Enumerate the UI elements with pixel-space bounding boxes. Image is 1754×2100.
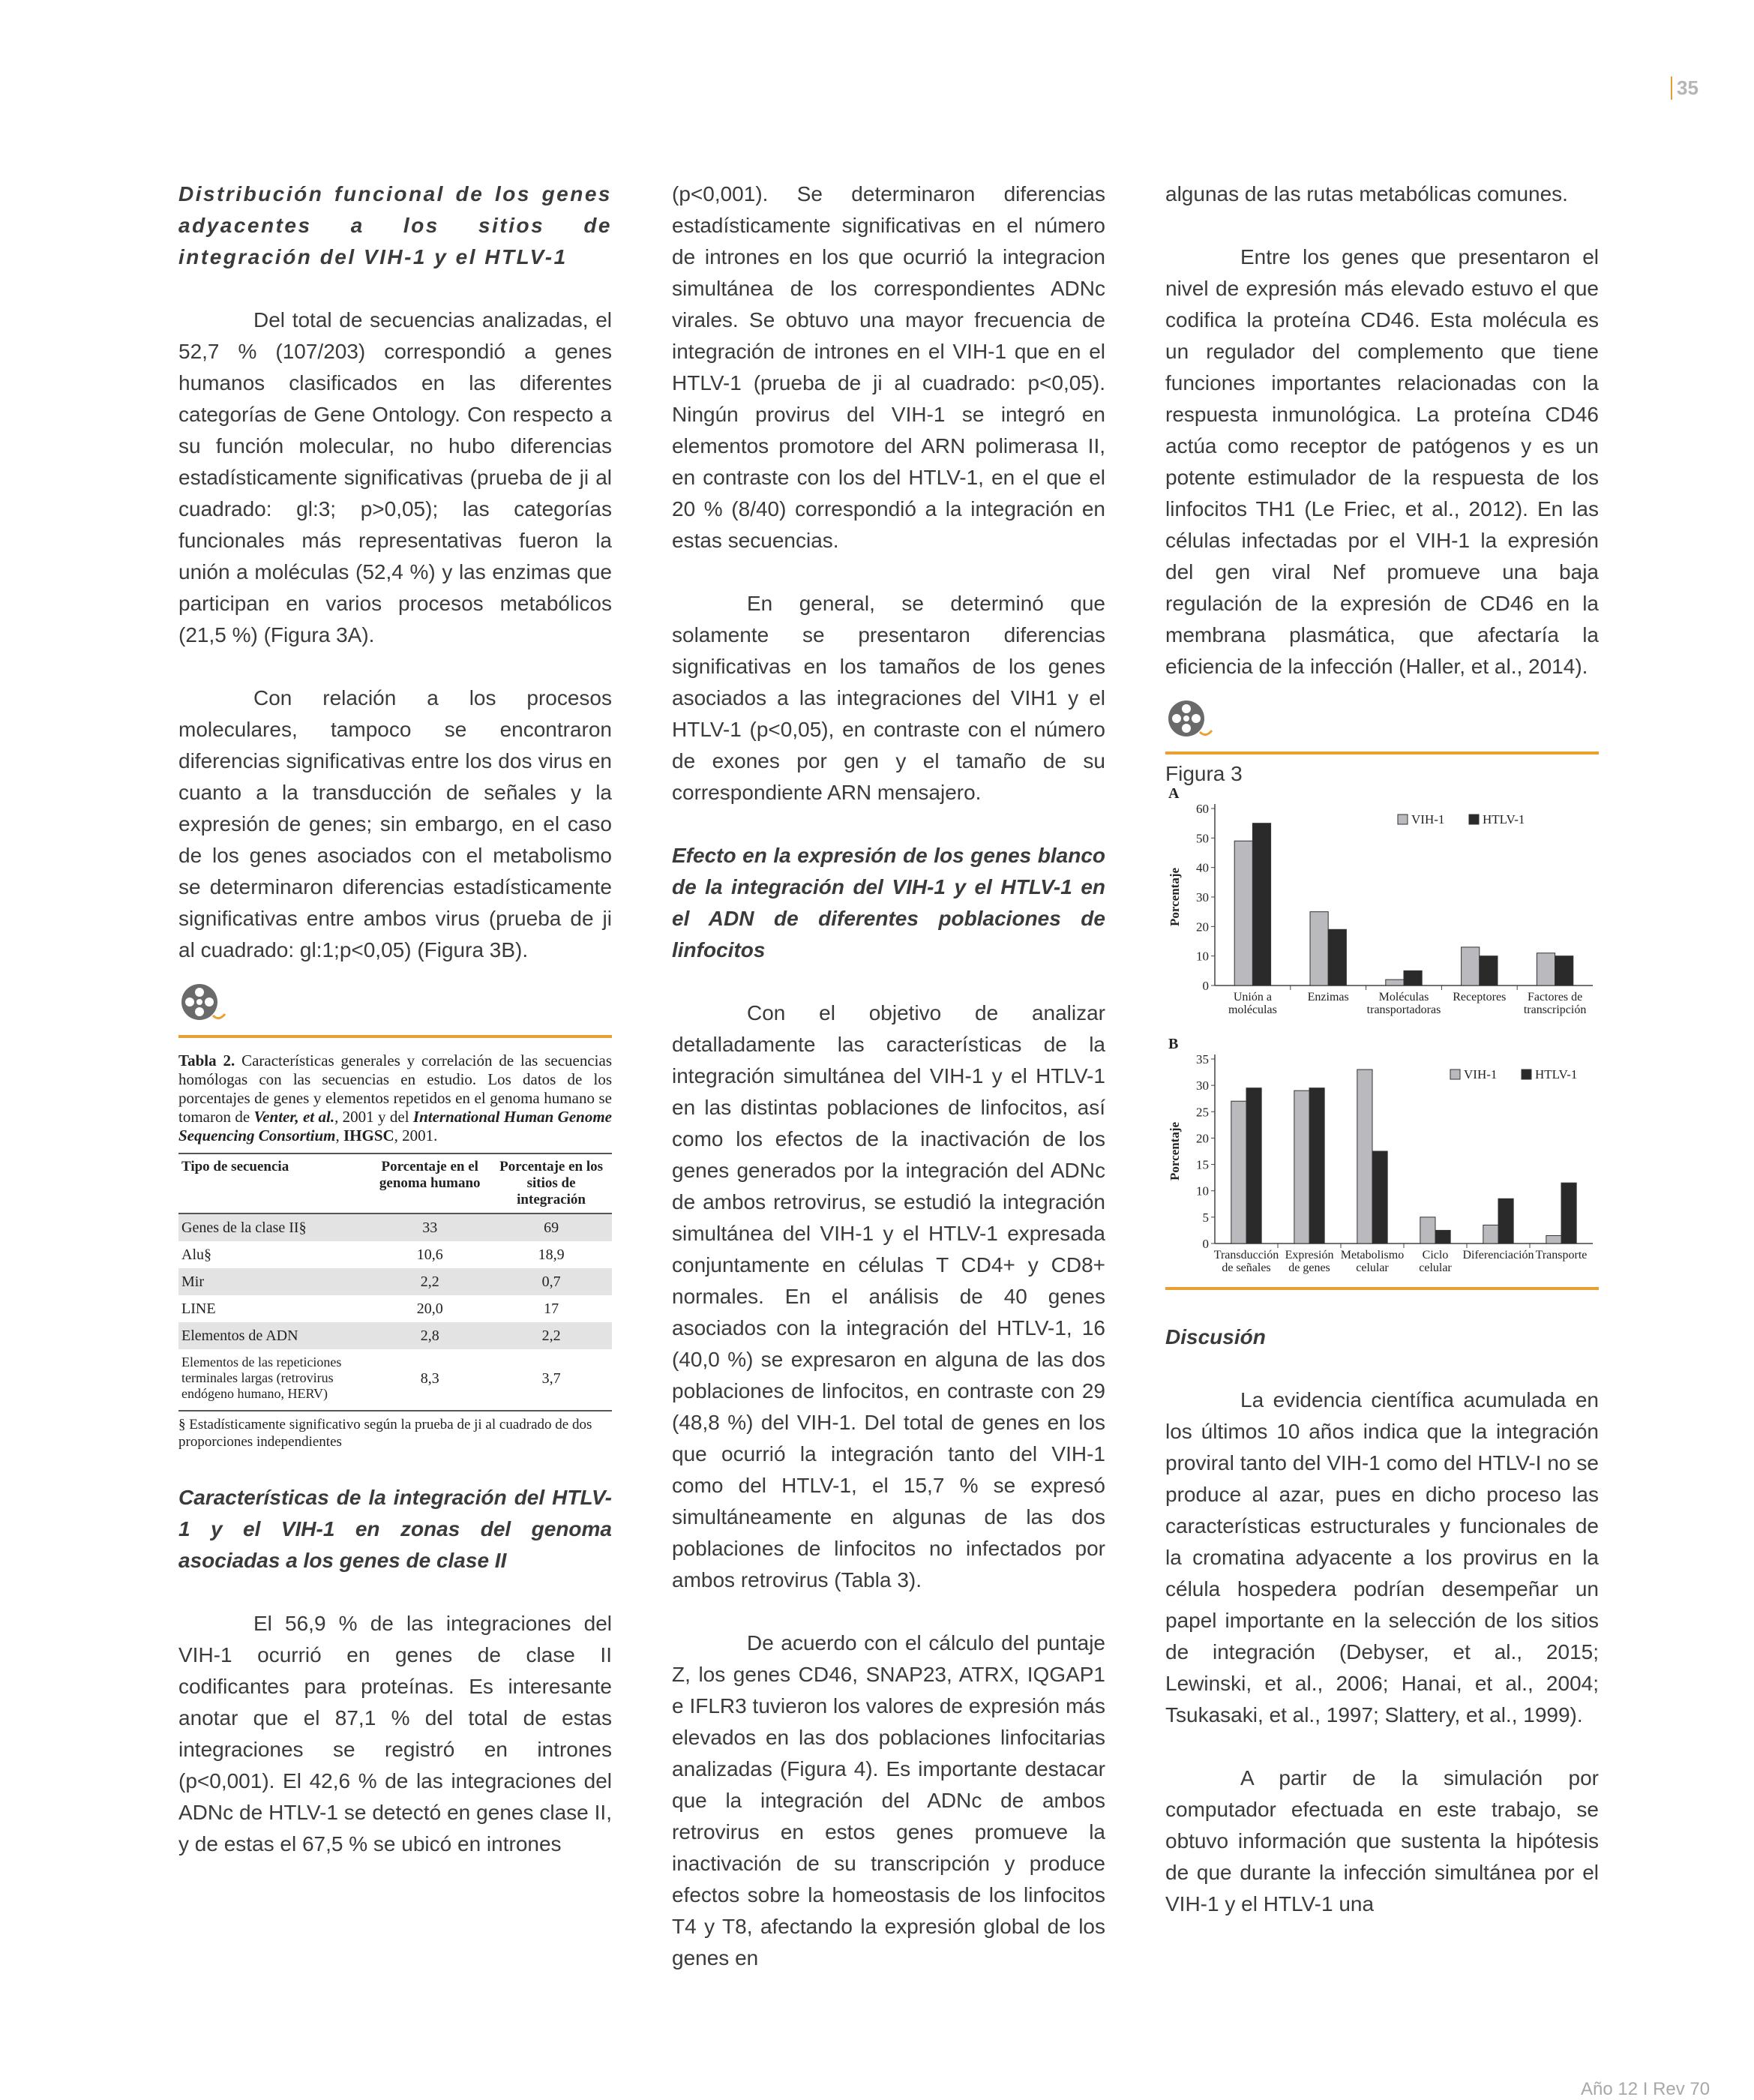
film-reel-icon: [178, 980, 226, 1028]
y-tick-label: 30: [1196, 890, 1209, 904]
legend-label: HTLV-1: [1483, 812, 1525, 826]
accent-rule: [178, 1035, 612, 1038]
legend-swatch: [1450, 1070, 1460, 1079]
section-heading-discussion: Discusión: [1165, 1325, 1266, 1348]
column-1: [178, 178, 612, 1860]
paragraph: El 56,9 % de las integraciones del VIH-1 ocurrió en genes de clase II codificantes para proteínas. Es interesante anotar que el 87,1 % del total de estas integraciones se registró en intrones (p<0,001). El 42,6 % de las integraciones del ADNc de HTLV-1 se detectó en genes clase II, y de estas el 67,5 % se ubicó en intrones: [178, 1612, 612, 1856]
bar: [1294, 1090, 1309, 1244]
table-2-caption: Tabla 2. Características generales y correlación de las secuencias homólogas con las secuencias en estudio. Los datos de los porcentajes de genes y elementos repetidos en el genoma humano se tomaron de Venter, et al., 2001 y del International Human Genome Sequencing Consortium, IHGSC, 2001.: [178, 1052, 613, 1144]
table-row: Genes de la clase II§ 33 69: [178, 1214, 612, 1241]
bar: [1462, 947, 1480, 986]
column-3: [1165, 178, 1599, 1920]
table-row: LINE 20,0 17: [181, 1300, 559, 1317]
y-tick-label: 0: [1202, 1237, 1209, 1251]
x-tick-label: Expresión: [1285, 1249, 1334, 1262]
x-tick-label: Moléculas: [1378, 991, 1429, 1004]
y-tick-label: 30: [1196, 1078, 1209, 1094]
y-tick-label: 35: [1196, 1052, 1209, 1066]
table-row: Elementos de ADN 2,8 2,2: [178, 1322, 612, 1349]
table-2-footnote: § Estadísticamente significativo según la prueba de ji al cuadrado de dos proporciones independientes: [178, 1410, 612, 1450]
x-tick-label: Metabolismo: [1340, 1249, 1405, 1262]
y-axis-label: Porcentaje: [1168, 867, 1182, 927]
figure-3-label: Figura 3: [1165, 762, 1243, 785]
y-tick-label: 50: [1196, 831, 1209, 846]
bar: [1480, 956, 1498, 986]
y-tick-label: 15: [1196, 1157, 1209, 1172]
table-row: Mir 2,2 0,7: [178, 1268, 612, 1295]
paragraph: Con el objetivo de analizar detalladamente las características de la integración simultánea del VIH-1 y el HTLV-1 en las distintas poblaciones de linfocitos, así como los efectos de la inactivación de los genes generados por la integración del ADNc de ambos retrovirus, se estudió la integración simultánea del VIH-1 y el HTLV-1 expresada conjuntamente en células T CD4+ y CD8+ normales. En el análisis de 40 genes asociados con la integración del HTLV-1, 16 (40,0 %) se expresaron en alguna de las dos poblaciones de linfocitos, en contraste con 29 (48,8 %) del VIH-1. Del total de genes en los que ocurrió la integración tanto del VIH-1 como del HTLV-1, el 15,7 % se expresó simultáneamente en algunas de las dos poblaciones de linfocitos no infectados por ambos retrovirus (Tabla 3).: [672, 1001, 1105, 1592]
paragraph: algunas de las rutas metabólicas comunes.: [1165, 182, 1568, 206]
y-axis-label: Porcentaje: [1168, 1121, 1182, 1181]
bar: [1309, 1088, 1324, 1244]
y-tick-label: 10: [1196, 1184, 1209, 1198]
y-tick-label: 20: [1196, 920, 1209, 934]
bar: [1357, 1070, 1372, 1244]
bar: [1234, 841, 1252, 986]
bar: [1372, 1151, 1387, 1244]
bar: [1328, 929, 1346, 986]
y-tick-label: 0: [1202, 979, 1209, 993]
paragraph: Entre los genes que presentaron el nivel de expresión más elevado estuvo el que codifica la proteína CD46. Esta molécula es un regulador del complemento que tiene funciones importantes relacionadas con la respuesta inmunológica. La proteína CD46 actúa como receptor de patógenos y es un potente estimulador de la respuesta de los linfocitos TH1 (Le Friec, et al., 2012). En las células infectadas por el VIH-1 la expresión del gen viral Nef promueve una baja regulación de la expresión de CD46 en la membrana plasmática, que afectaría la eficiencia de la infección (Haller, et al., 2014).: [1165, 245, 1599, 678]
x-tick-label: Factores de: [1527, 991, 1583, 1004]
table-row: Elementos de las repeticiones terminales largas (retrovirus endógeno humano, HERV) 8,3 3,7: [181, 1354, 561, 1401]
bar: [1310, 912, 1328, 986]
bar: [1246, 1088, 1261, 1244]
x-tick-label: Receptores: [1453, 991, 1507, 1004]
panel-letter: A: [1168, 786, 1180, 802]
y-tick-label: 10: [1196, 949, 1209, 964]
bar: [1555, 956, 1573, 986]
bar: [1386, 980, 1404, 986]
x-tick-label: transcripción: [1523, 1004, 1587, 1016]
legend-label: HTLV-1: [1535, 1067, 1578, 1082]
x-tick-label: de genes: [1288, 1262, 1330, 1274]
table-2: [178, 1153, 612, 1407]
x-tick-label: moléculas: [1228, 1004, 1277, 1016]
accent-rule: [1165, 752, 1599, 754]
bar: [1252, 824, 1270, 986]
legend-label: VIH-1: [1411, 812, 1445, 826]
film-reel-icon-container: [1165, 696, 1599, 744]
bar: [1483, 1225, 1498, 1244]
bar: [1498, 1198, 1513, 1244]
bar: [1420, 1217, 1435, 1244]
y-tick-label: 25: [1196, 1105, 1209, 1120]
table-header: Porcentaje en el genoma humano: [369, 1154, 490, 1214]
panel-letter: B: [1168, 1036, 1179, 1052]
figure-3b-chart: [1165, 1036, 1599, 1284]
table-header: Porcentaje en los sitios de integración: [490, 1154, 612, 1214]
bar: [1537, 953, 1555, 986]
table-row: Alu§ 10,6 18,9: [181, 1246, 565, 1263]
x-tick-label: Unión a: [1233, 991, 1272, 1004]
bar: [1404, 970, 1422, 986]
x-tick-label: Ciclo: [1422, 1249, 1449, 1262]
y-tick-label: 40: [1196, 860, 1209, 875]
footer-issue: Año 12 I Rev 70: [1581, 2079, 1711, 2099]
x-tick-label: celular: [1419, 1262, 1452, 1274]
y-tick-label: 60: [1196, 802, 1209, 816]
section-heading-expression-effect: Efecto en la expresión de los genes blanco de la integración del VIH-1 y el HTLV-1 en el ADN de diferentes poblaciones de linfocitos: [672, 844, 1105, 962]
paragraph: (p<0,001). Se determinaron diferencias estadísticamente significativas en el número de intrones en los que ocurrió la integracion simultánea de los correspondientes ADNc virales. Se obtuvo una mayor frecuencia de integración de intrones en el VIH-1 que en el HTLV-1 (prueba de ji al cuadrado: p<0,05). Ningún provirus del VIH-1 se integró en elementos promotore del ARN polimerasa II, en contraste con los del HTLV-1, en el que el 20 % (8/40) correspondió a la integración en estas secuencias.: [672, 182, 1105, 552]
paragraph: La evidencia científica acumulada en los últimos 10 años indica que la integración proviral tanto del VIH-1 como del HTLV-I no se produce al azar, pues en dicho proceso las características estructurales y funcionales de la cromatina adyacente a los provirus en la célula hospedera podrían desempeñar un papel importante en la selección de los sitios de integración (Debyser, et al., 2015; Lewinski, et al., 2006; Hanai, et al., 2004; Tsukasaki, et al., 1997; Slattery, et al., 1999).: [1165, 1388, 1599, 1726]
table-header: Tipo de secuencia: [178, 1154, 369, 1214]
bar: [1546, 1235, 1561, 1244]
film-reel-icon: [1165, 696, 1213, 744]
x-tick-label: transportadoras: [1366, 1004, 1441, 1016]
paragraph: Con relación a los procesos moleculares, tampoco se encontraron diferencias significativas entre los dos virus en cuanto a la transducción de señales y la expresión de genes; sin embargo, en el caso de los genes asociados con el metabolismo se determinaron diferencias estadísticamente significativas entre ambos virus (prueba de ji al cuadrado: gl:1;p<0,05) (Figura 3B).: [178, 686, 612, 962]
bar: [1561, 1183, 1576, 1244]
legend-swatch: [1469, 814, 1479, 824]
figure-3a-svg: [1165, 786, 1599, 1026]
x-tick-label: Transducción: [1213, 1249, 1279, 1262]
legend-label: VIH-1: [1464, 1067, 1498, 1082]
figure-3b-svg: [1165, 1036, 1599, 1284]
paragraph: Del total de secuencias analizadas, el 52,7 % (107/203) correspondió a genes humanos clasificados en las diferentes categorías de Gene Ontology. Con respecto a su función molecular, no hubo diferencias estadísticamente significativas (prueba de ji al cuadrado: gl:3; p>0,05); las categorías funcionales más representativas fueron la unión a moléculas (52,4 %) y las enzimas que participan en varios procesos metabólicos (21,5 %) (Figura 3A).: [178, 308, 612, 646]
paragraph: De acuerdo con el cálculo del puntaje Z, los genes CD46, SNAP23, ATRX, IQGAP1 e IFLR3 tuvieron los valores de expresión más elevados en las dos poblaciones linfocitarias analizadas (Figura 4). Es importante destacar que la integración del ADNc de ambos retrovirus en estos genes promueve la inactivación de su transcripción y produce efectos sobre la homeostasis de los linfocitos T4 y T8, afectando la expresión global de los genes en: [672, 1631, 1105, 1970]
film-reel-icon-container: [178, 980, 612, 1028]
legend-swatch: [1398, 814, 1408, 824]
section-heading-class-ii: Características de la integración del HTLV-1 y el VIH-1 en zonas del genoma asociadas a los genes de clase II: [178, 1486, 612, 1572]
x-tick-label: Diferenciación: [1462, 1249, 1534, 1262]
page-number: 35: [1671, 76, 1699, 100]
bar: [1435, 1230, 1450, 1244]
figure-3a-chart: [1165, 786, 1599, 1026]
paragraph: A partir de la simulación por computador efectuada en este trabajo, se obtuvo información que sustenta la hipótesis de que durante la infección simultánea por el VIH-1 y el HTLV-1 una: [1165, 1766, 1599, 1916]
legend-swatch: [1522, 1070, 1531, 1079]
x-tick-label: celular: [1356, 1262, 1389, 1274]
x-tick-label: Enzimas: [1307, 991, 1349, 1004]
section-heading-functional-distribution: Distribución funcional de los genes adyacentes a los sitios de integración del VIH-1 y el HTLV-1: [178, 182, 612, 268]
bar: [1231, 1101, 1246, 1244]
column-2: [672, 178, 1105, 1974]
y-tick-label: 5: [1202, 1210, 1209, 1225]
x-tick-label: Transporte: [1535, 1249, 1588, 1262]
x-tick-label: de señales: [1222, 1262, 1271, 1274]
y-tick-label: 20: [1196, 1131, 1209, 1146]
paragraph: En general, se determinó que solamente se presentaron diferencias significativas en los tamaños de los genes asociados a las integraciones del VIH1 y el HTLV-1 (p<0,05), en contraste con el número de exones por gen y el tamaño de su correspondiente ARN mensajero.: [672, 592, 1105, 804]
